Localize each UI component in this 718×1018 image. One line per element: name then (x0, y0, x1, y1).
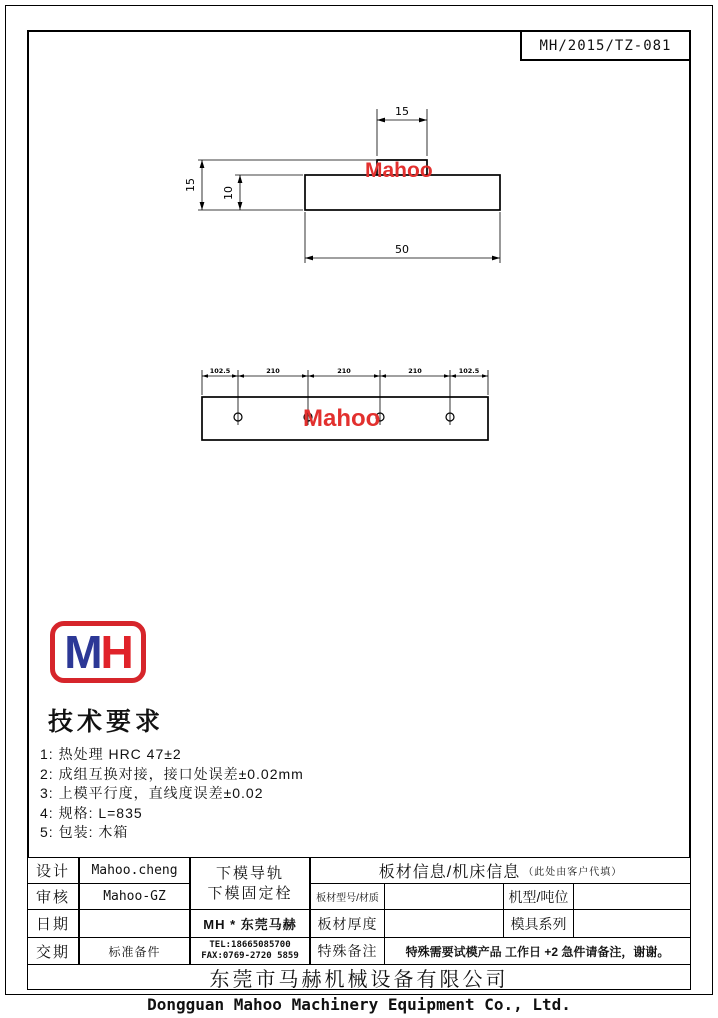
sheet-model-label: 板材型号/材质 (310, 883, 385, 910)
tech-requirement-item: 5: 包装: 木箱 (40, 824, 129, 840)
info-header: 板材信息/机床信息 (378, 864, 521, 881)
tech-requirement-item: 2: 成组互换对接，接口处误差±0.02mm (40, 765, 304, 782)
tech-requirements-title: 技术要求 (48, 708, 165, 736)
dim-arrow (380, 374, 386, 378)
tech-requirement-item: 3: 上模平行度，直线度误差±0.02 (40, 785, 264, 801)
info-header-note: （此处由客户代填） (523, 867, 623, 878)
fax: FAX:0769-2720 5859 (201, 951, 299, 961)
machine-value (573, 883, 691, 910)
dim-arrow (308, 374, 314, 378)
tech-requirement-item: 4: 规格: L=835 (40, 804, 143, 821)
tech-requirement-item: 1: 热处理 HRC 47±2 (40, 746, 182, 762)
thickness-value (384, 909, 504, 938)
dim-label: 210 (337, 367, 351, 375)
dim-label-left: 15 (184, 178, 197, 192)
design-value: Mahoo.cheng (79, 857, 190, 884)
thickness-label: 板材厚度 (310, 909, 385, 938)
dim-arrow (202, 374, 208, 378)
review-value: Mahoo-GZ (79, 883, 190, 910)
dim-arrow (238, 202, 243, 210)
dim-extension (198, 160, 376, 210)
dim-arrow (377, 118, 385, 123)
mold-series-value (573, 909, 691, 938)
part-name-line1: 下模导轨 (215, 864, 284, 882)
dim-label-top: 15 (395, 105, 409, 118)
dim-arrow (302, 374, 308, 378)
machine-label: 机型/吨位 (503, 883, 574, 910)
dim-label: 102.5 (458, 367, 480, 375)
dim-arrow (238, 175, 243, 183)
contact-cell (190, 937, 310, 965)
document-number-box (520, 30, 691, 61)
logo-letter-h: H (100, 626, 132, 678)
dim-label: 102.5 (209, 367, 231, 375)
brand-cell: MH * 东莞马赫 (190, 909, 310, 938)
tech-requirements-list (40, 745, 460, 843)
delivery-value: 标准备件 (79, 937, 190, 965)
mahoo-watermark: Mahoo (365, 159, 433, 182)
date-value (79, 909, 190, 938)
dim-label-bottom: 50 (395, 243, 409, 256)
review-label: 审核 (27, 883, 79, 910)
design-label: 设计 (27, 857, 79, 884)
logo-letter-m: M (64, 626, 101, 678)
mold-series-label: 模具系列 (503, 909, 574, 938)
document-number: MH/2015/TZ-081 (539, 37, 672, 54)
dim-label: 210 (408, 367, 422, 375)
dim-arrow (232, 374, 238, 378)
special-note-label: 特殊备注 (310, 937, 385, 965)
part-name-cell (190, 857, 310, 910)
dim-arrow (492, 256, 500, 261)
dim-arrow (200, 160, 205, 168)
special-note-value: 特殊需要试模产品 工作日 +2 急件请备注，谢谢。 (384, 937, 691, 965)
mahoo-watermark: Mahoo (303, 405, 381, 432)
part-name-line2: 下模固定栓 (207, 884, 293, 902)
tel: TEL:18665085700 (209, 940, 291, 950)
info-header-cell (310, 857, 691, 884)
sheet-model-value (384, 883, 504, 910)
company-name-en: Dongguan Mahoo Machinery Equipment Co., Ltd. (147, 995, 571, 1014)
dim-arrow (200, 202, 205, 210)
cross-section-drawing (180, 95, 520, 280)
date-label: 日期 (27, 909, 79, 938)
dim-arrow (238, 374, 244, 378)
dim-arrow (482, 374, 488, 378)
dim-label: 210 (266, 367, 280, 375)
dim-arrow (374, 374, 380, 378)
company-name-cn: 东莞市马赫机械设备有限公司 (27, 964, 691, 990)
dim-arrow (305, 256, 313, 261)
dim-arrow (419, 118, 427, 123)
delivery-label: 交期 (27, 937, 79, 965)
dim-label-inner: 10 (222, 186, 235, 200)
mh-logo (50, 621, 146, 683)
dim-arrow (450, 374, 456, 378)
dim-arrow (444, 374, 450, 378)
title-block (27, 857, 691, 990)
